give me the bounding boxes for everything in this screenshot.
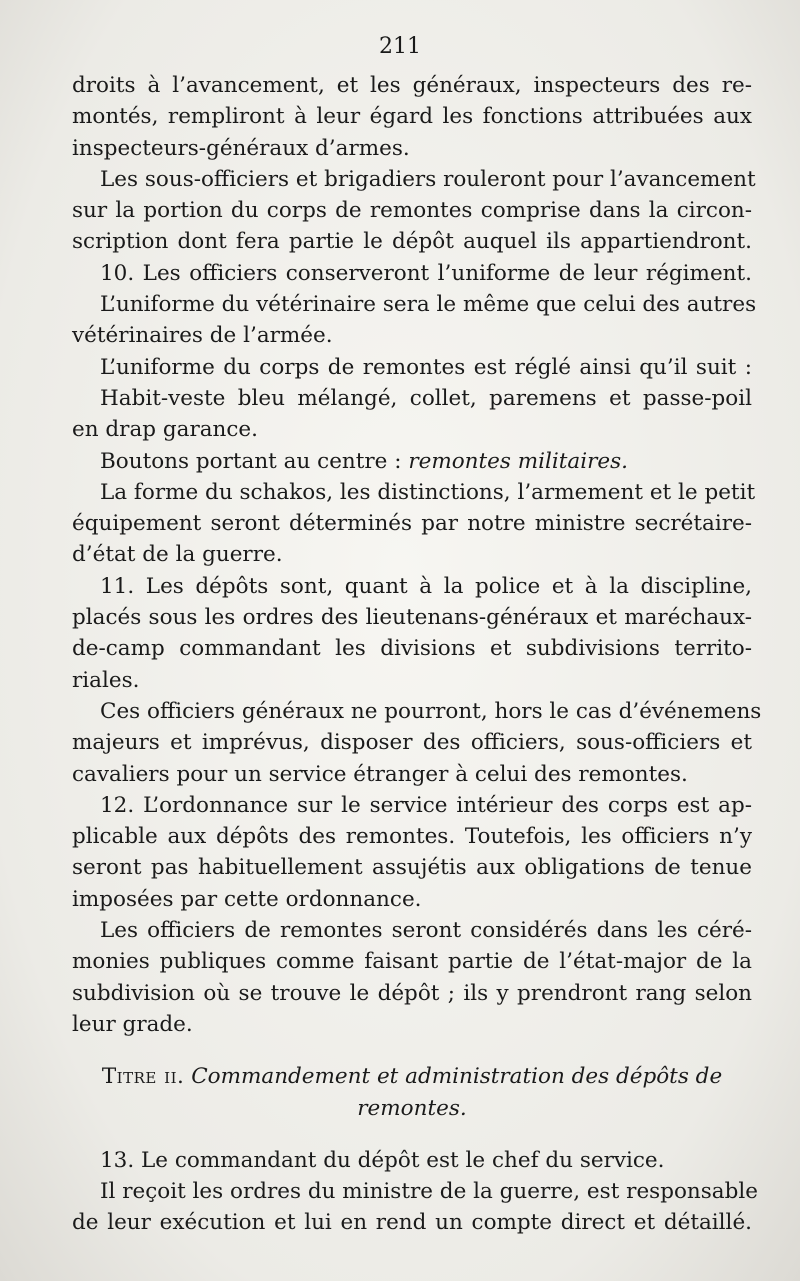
line-text: Les sous-officiers et brigadiers rouleront pour l’avancement [100,166,756,192]
line-text: Habit-veste bleu mélangé, collet, paremens et passe-poil [100,385,752,411]
line-text: Les officiers de remontes seront considérés dans les céré- [100,918,752,944]
line-text: 11. Les dépôts sont, quant à la police et à la discipline, [100,573,752,599]
text-line [72,164,756,195]
line-text: seront pas habituellement assujétis aux obligations de tenue [72,855,752,881]
line-text: monies publiques comme faisant partie de l’état-major de la [72,949,752,975]
line-text: riales. [72,667,140,693]
line-text: 10. Les officiers conserveront l’uniforme de leur régiment. [100,260,752,286]
text-line [72,633,752,664]
line-text: équipement seront déterminés par notre ministre secrétaire- [72,511,752,537]
text-line [72,1009,752,1040]
text-line [72,289,757,320]
text-line [72,133,752,164]
paragraphs-after-title [72,1145,758,1239]
line-text: scription dont fera partie le dépôt auquel ils appartiendront. [72,229,752,255]
text-line [72,226,752,257]
line-text: placés sous les ordres des lieutenans-généraux et maréchaux- [72,605,752,631]
line-text: leur grade. [72,1011,193,1037]
text-line [72,946,752,977]
page-number: 211 [379,34,421,59]
text-line [72,508,752,539]
line-text: d’état de la guerre. [72,542,283,568]
text-line [72,696,762,727]
text-line [72,70,752,101]
section-title-line-1: Commandement et administration des dépôts de [191,1064,723,1090]
line-text: L’uniforme du corps de remontes est réglé ainsi qu’il suit : [100,354,752,380]
line-text: 13. Le commandant du dépôt est le chef du service. [100,1147,665,1173]
text-line [72,821,752,852]
body-text [72,70,762,1239]
text-line [72,446,752,477]
text-line [72,759,752,790]
text-line [72,477,756,508]
line-text: montés, rempliront à leur égard les fonctions attribuées aux [72,104,752,130]
line-text: L’uniforme du vétérinaire sera le même que celui des autres [100,292,757,318]
line-italic-text: remontes militaires. [408,448,628,474]
line-text: imposées par cette ordonnance. [72,886,422,912]
line-text: en drap garance. [72,417,258,443]
text-line [72,352,752,383]
line-text: La forme du schakos, les distinctions, l’armement et le petit [100,479,756,505]
text-line [72,1207,752,1238]
line-text: plicable aux dépôts des remontes. Toutefois, les officiers n’y [72,824,752,850]
paragraphs-before-title [72,70,762,1040]
line-text: 12. L’ordonnance sur le service intérieur des corps est ap- [100,792,752,818]
line-text: subdivision où se trouve le dépôt ; ils y prendront rang selon [72,980,752,1006]
text-line [72,602,752,633]
line-text: sur la portion du corps de remontes comprise dans la circon- [72,198,752,224]
text-line [72,790,752,821]
text-line [72,852,752,883]
text-line [72,727,752,758]
line-text: de leur exécution et lui en rend un compte direct et détaillé. [72,1210,752,1236]
line-text: de-camp commandant les divisions et subdivisions territo- [72,636,752,662]
section-title-label: Titre ii. [101,1064,185,1090]
text-line [72,1145,752,1176]
text-line [72,571,752,602]
text-line [72,978,752,1009]
line-text: majeurs et imprévus, disposer des officiers, sous-officiers et [72,730,752,756]
text-line [72,258,752,289]
line-text: droits à l’avancement, et les généraux, inspecteurs des re- [72,73,752,98]
text-line [72,665,752,696]
line-text: inspecteurs-généraux d’armes. [72,135,410,161]
line-text: cavaliers pour un service étranger à celui des remontes. [72,761,688,787]
text-line [72,195,752,226]
text-line [72,414,752,445]
text-line [72,1176,758,1207]
line-text: Il reçoit les ordres du ministre de la guerre, est responsable [100,1179,758,1205]
line-text: Boutons portant au centre : [100,448,409,474]
section-title [72,1061,752,1124]
text-line [72,884,752,915]
line-text: Ces officiers généraux ne pourront, hors le cas d’événemens [100,698,762,724]
line-text: vétérinaires de l’armée. [72,323,333,349]
section-title-line-2: remontes. [357,1095,467,1121]
text-line [72,383,752,414]
text-line [72,320,752,351]
text-line [72,915,752,946]
text-line [72,539,752,570]
text-line [72,101,752,132]
